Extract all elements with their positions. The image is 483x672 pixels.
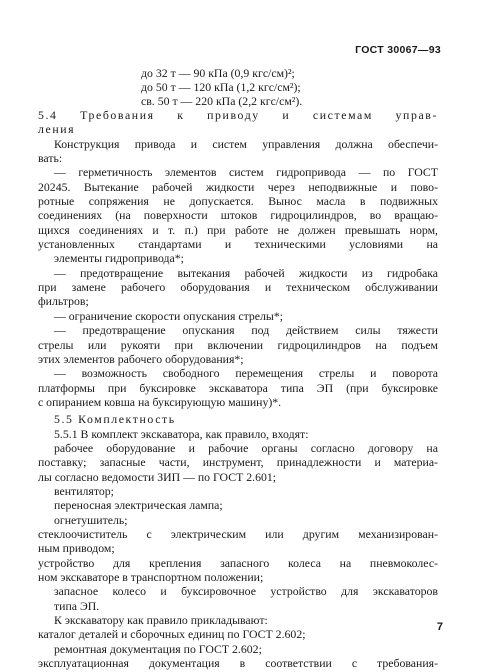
list-item: рабочее оборудование и рабочие органы согласно договору на bbox=[54, 440, 438, 455]
list-item: вентилятор; bbox=[54, 483, 114, 498]
pressure-line: до 50 т — 120 кПа (1,2 кгс/см²); bbox=[141, 80, 301, 94]
list-item: — ограничение скорости опускания стрелы*; bbox=[54, 308, 284, 323]
section-5-4-heading-cont: ления bbox=[38, 122, 76, 137]
paragraph-line: поставку; запасные части, инструмент, принадлежности и материа- bbox=[38, 455, 438, 470]
paragraph-line: К экскаватору как правило прикладывают: bbox=[54, 613, 268, 628]
document-code-header: ГОСТ 30067—93 bbox=[355, 44, 441, 56]
paragraph-line: соединениях (на поверхности штоков гидроцилиндров, во вращаю- bbox=[38, 208, 438, 223]
list-item: огнетушитель; bbox=[54, 512, 128, 527]
paragraph-line: с опиранием ковша на буксирующую машину)*. bbox=[38, 394, 282, 409]
paragraph-line: платформы при буксировке экскаватора типа ЭП (при буксировке bbox=[38, 380, 438, 395]
list-item: каталог деталей и сборочных единиц по ГОСТ 2.602; bbox=[38, 627, 306, 642]
paragraph-line: лы согласно ведомости ЗИП — по ГОСТ 2.601; bbox=[38, 469, 277, 484]
paragraph-line: этих элементов рабочего оборудования*; bbox=[38, 351, 244, 366]
list-item: — возможность свободного перемещения стрелы и поворота bbox=[54, 366, 438, 381]
page-number: 7 bbox=[436, 621, 443, 633]
paragraph-line: стрелы или рукояти при включении гидроцилиндров на подъем bbox=[38, 337, 438, 352]
section-5-4-heading: 5.4 Требования к приводу и системам управ- bbox=[38, 108, 438, 122]
paragraph-line: элементы гидропривода*; bbox=[54, 251, 184, 266]
pressure-line: до 32 т — 90 кПа (0,9 кгс/см)²; bbox=[141, 66, 295, 80]
paragraph-line: щихся соединениях и т. п.) при работе не должен превышать норм, bbox=[38, 222, 438, 237]
paragraph-line: вать: bbox=[38, 151, 63, 166]
paragraph-line: 20245. Вытекание рабочей жидкости через неподвижные и пово- bbox=[38, 179, 438, 194]
list-item: — герметичность элементов систем гидропривода — по ГОСТ bbox=[54, 165, 438, 180]
list-item: ремонтная документация по ГОСТ 2.602; bbox=[54, 641, 262, 656]
list-item: стеклоочиститель с электрическим или другим механизирован- bbox=[38, 526, 438, 541]
paragraph-line: типа ЭП. bbox=[54, 598, 100, 613]
paragraph-line: фильтров; bbox=[38, 294, 89, 309]
list-item: — предотвращение вытекания рабочей жидкости из гидробака bbox=[54, 265, 438, 280]
paragraph-line: установленных стандартами и техническими условиями на bbox=[38, 237, 438, 252]
list-item: запасное колесо и буксировочное устройство для экскаваторов bbox=[54, 584, 438, 599]
list-item: эксплуатационная документация в соответствии с требования- bbox=[38, 656, 438, 671]
paragraph-line: 5.5.1 В комплект экскаватора, как правило, входят: bbox=[54, 426, 309, 441]
section-5-5-heading: 5.5 Комплектность bbox=[54, 412, 176, 427]
paragraph-line: при замене рабочего оборудования и техническом обслуживании bbox=[38, 280, 438, 295]
list-item: — предотвращение опускания под действием силы тяжести bbox=[54, 323, 438, 338]
pressure-list bbox=[141, 66, 302, 108]
pressure-line: св. 50 т — 220 кПа (2,2 кгс/см²). bbox=[141, 94, 303, 108]
document-body bbox=[38, 108, 438, 670]
paragraph-line: ным приводом; bbox=[38, 541, 115, 556]
paragraph-line: Конструкция привода и систем управления должна обеспечи- bbox=[54, 136, 438, 151]
list-item: устройство для крепления запасного колеса на пневмоколес- bbox=[38, 555, 438, 570]
paragraph-line: ном экскаваторе в транспортном положении; bbox=[38, 570, 264, 584]
list-item: переносная электрическая лампа; bbox=[54, 498, 223, 513]
paragraph-line: ротные сопряжения не допускается. Вынос масла в подвижных bbox=[38, 194, 438, 209]
